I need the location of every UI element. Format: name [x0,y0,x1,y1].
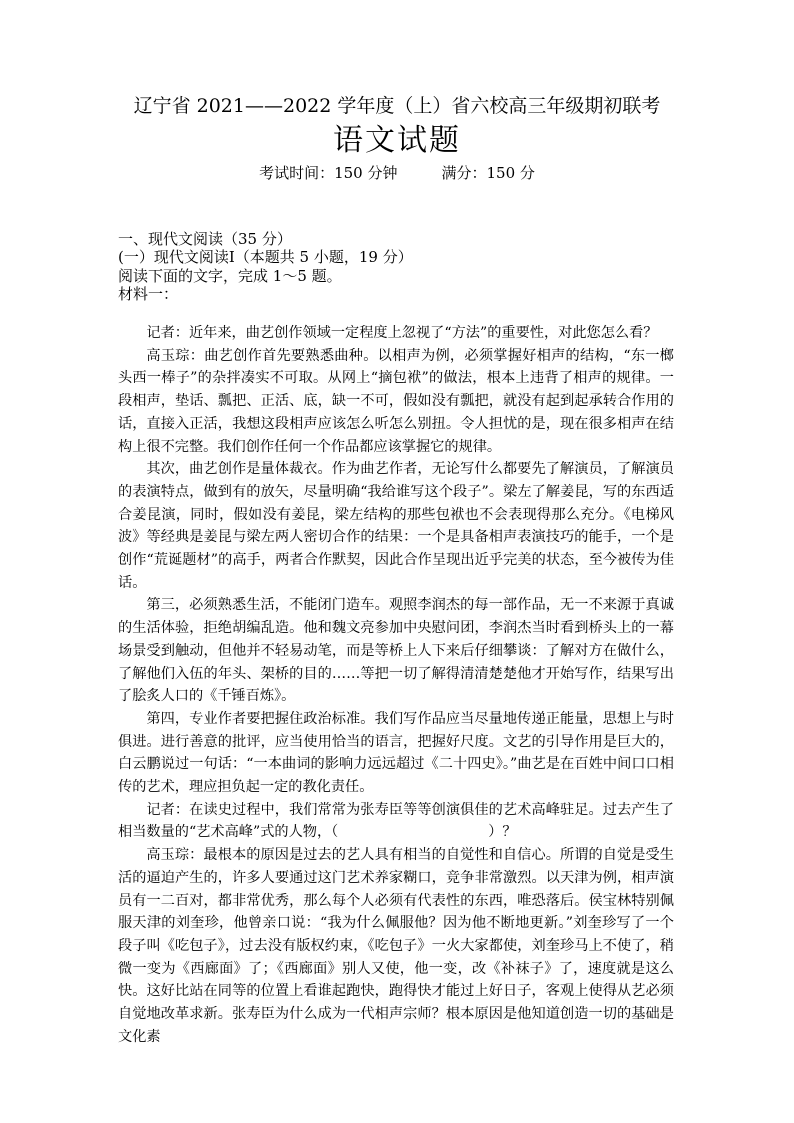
paragraph: 第四，专业作者要把握住政治标准。我们写作品应当尽量地传递正能量，思想上与时俱进。进行善意的批评，应当使用恰当的语言，把握好尺度。文艺的引导作用是巨大的，白云鹏说过一句话：“一本曲词的影响力远远超过《二十四史》。”曲艺是在百姓中间口口相传的艺术，理应担负起一定的教化责任。 [118,710,674,796]
paragraph: 高玉琮：曲艺创作首先要熟悉曲种。以相声为例，必须掌握好相声的结构，“东一榔头西一棒子”的杂拌凑实不可取。从网上“摘包袱”的做法，根本上违背了相声的规律。一段相声，垫话、瓢把、正活、底，缺一不可，假如没有瓢把，就没有起到起承转合作用的话，直接入正活，我想这段相声应该怎么听怎么别扭。令人担忧的是，现在很多相声在结构上很不完整。我们创作任何一个作品都应该掌握它的规律。 [118,347,674,455]
paragraph: 其次，曲艺创作是量体裁衣。作为曲艺作者，无论写什么都要先了解演员，了解演员的表演特点，做到有的放矢，尽量明确“我给谁写这个段子”。梁左了解姜昆，写的东西适合姜昆演，同时，假如没有姜昆，梁左结构的那些包袱也不会表现得那么充分。《电梯风波》等经典是姜昆与梁左两人密切合作的结果：一个是具备相声表演技巧的能手，一个是创作“荒诞题材”的高手，两者合作默契，因此合作呈现出近乎完美的状态，至今被传为佳话。 [118,461,674,591]
section-instruction: 阅读下面的文字，完成 1～5 题。 [118,266,342,285]
exam-header-title: 辽宁省 2021——2022 学年度（上）省六校高三年级期初联考 [133,95,661,117]
material-label: 材料一： [118,284,179,303]
exam-subject-title: 语文试题 [333,123,461,158]
paragraph: 高玉琮：最根本的原因是过去的艺人具有相当的自觉性和自信心。所谓的自觉是受生活的逼迫产生的，许多人要通过这门艺术养家糊口，竞争非常激烈。以天津为例，相声演员有一二百对，都非常优秀，那么每个人必须有代表性的东西，唯恐落后。侯宝林特别佩服天津的刘奎珍，他曾亲口说：“我为什么佩服他？因为他不断地更新。”刘奎珍写了一个段子叫《吃包子》，过去没有版权约束，《吃包子》一火大家都使，刘奎珍马上不使了，稍微一变为《西廊面》了；《西廊面》别人又使，他一变，改《补袜子》了，速度就是这么快。这好比站在同等的位置上看谁起跑快，跑得快才能过上好日子，客观上使得从艺必须自觉地改革求新。张寿臣为什么成为一代相声宗师？根本原因是他知道创造一切的基础是文化素 [118,847,674,1045]
exam-meta [0,160,794,186]
reading-text [118,322,674,1049]
question-text: 记者：在读史过程中，我们常常为张寿臣等等创演俱佳的艺术高峰驻足。过去产生了相当数量的“艺术高峰”式的人物，（ [118,801,674,841]
question-paragraph [118,799,674,844]
exam-time: 考试时间：150 分钟 [259,164,398,182]
full-score: 满分：150 分 [441,164,535,182]
question-tail: ）？ [488,824,517,841]
section-heading: 一、现代文阅读（35 分） [118,230,292,248]
paragraph: 第三，必须熟悉生活，不能闭门造车。观照李润杰的每一部作品，无一不来源于真诚的生活体验，拒绝胡编乱造。他和魏文亮参加中央慰问团，李润杰当时看到桥头上的一幕场景受到触动，但他并不轻易动笔，而是等桥上人下来后仔细攀谈：了解对方在做什么，了解他们入伍的年头、架桥的目的……等把一切了解得清清楚楚他才开始写作，结果写出了脍炙人口的《千锤百炼》。 [118,597,674,705]
paragraph: 记者：近年来，曲艺创作领域一定程度上忽视了“方法”的重要性，对此您怎么看？ [146,325,658,341]
section-subheading: (一）现代文阅读Ⅰ（本题共 5 小题，19 分） [118,248,413,267]
section-header [118,230,678,303]
